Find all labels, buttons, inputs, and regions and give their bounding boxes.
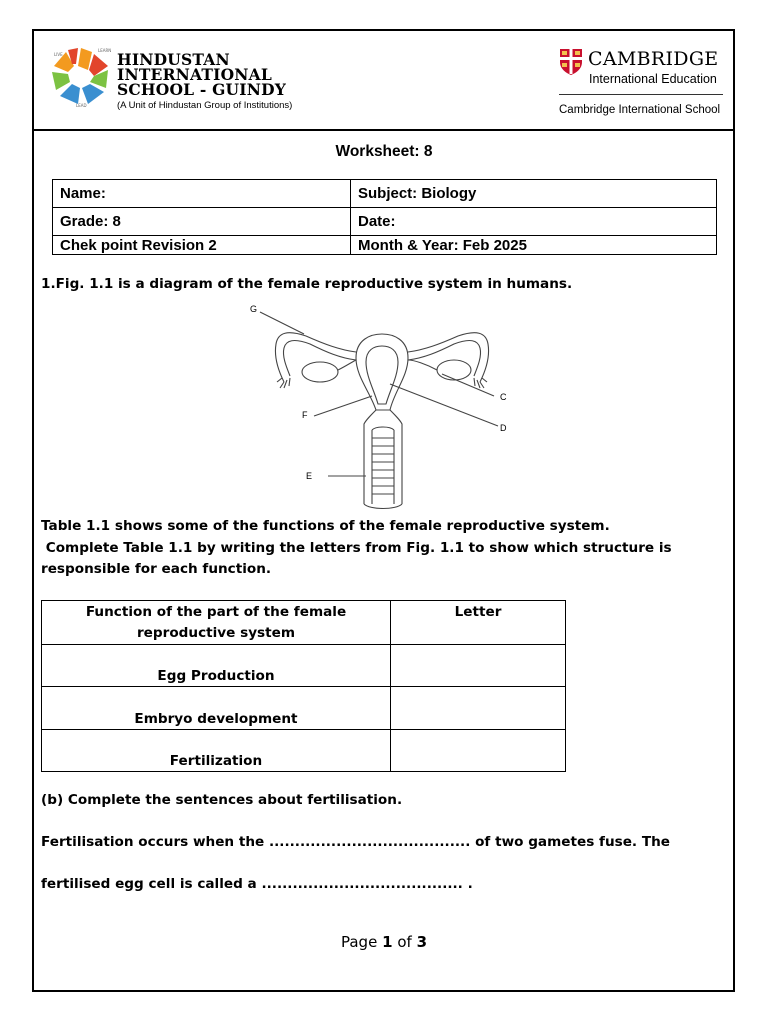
- question-1-intro: 1.Fig. 1.1 is a diagram of the female reproductive system in humans.: [41, 276, 573, 292]
- name-field[interactable]: Name:: [53, 180, 351, 208]
- svg-text:LIVE: LIVE: [54, 52, 63, 57]
- cambridge-crest-icon: [559, 48, 583, 76]
- subject-cell: Subject: Biology: [351, 180, 717, 208]
- letter-answer-cell[interactable]: [391, 645, 566, 687]
- svg-text:LEARN: LEARN: [98, 48, 112, 53]
- fertilisation-sentence-1: Fertilisation occurs when the ....................................... of two gametes fuse. The: [41, 834, 671, 850]
- date-field[interactable]: Date:: [351, 208, 717, 236]
- grade-cell: Grade: 8: [53, 208, 351, 236]
- letter-answer-cell[interactable]: [391, 687, 566, 730]
- page-footer: [0, 933, 768, 951]
- school-name: HINDUSTAN INTERNATIONAL SCHOOL - GUINDY: [117, 50, 286, 99]
- cambridge-name: CAMBRIDGE: [588, 48, 719, 70]
- letter-answer-cell[interactable]: [391, 730, 566, 772]
- function-column-header: Function of the part of the female reproductive system: [42, 601, 391, 645]
- total-pages: 3: [416, 933, 427, 951]
- cambridge-subtitle: International Education: [589, 72, 717, 86]
- worksheet-title: Worksheet: 8: [335, 143, 433, 160]
- revision-cell: Chek point Revision 2: [53, 236, 351, 255]
- student-info-table: [52, 179, 717, 255]
- female-reproductive-system-diagram: [244, 300, 520, 512]
- function-cell: Egg Production: [42, 645, 391, 687]
- month-year-cell: Month & Year: Feb 2025: [351, 236, 717, 255]
- fertilisation-sentence-2: fertilised egg cell is called a ....................................... .: [41, 876, 473, 892]
- of-word: of: [397, 933, 412, 951]
- svg-text:LEAD: LEAD: [76, 103, 87, 108]
- cambridge-school-label: Cambridge International School: [559, 104, 721, 116]
- function-cell: Embryo development: [42, 687, 391, 730]
- label-c: C: [500, 392, 507, 402]
- table-intro: Table 1.1 shows some of the functions of the female reproductive system. Complete Table 1.1 by writing the letters from Fig. 1.1 to show which structure is responsible for each function.: [41, 518, 672, 577]
- school-logo-icon: [48, 44, 114, 108]
- label-e: E: [306, 471, 313, 481]
- label-g: G: [250, 304, 258, 314]
- cambridge-divider: [559, 94, 723, 95]
- label-f: F: [302, 410, 308, 420]
- page-number: 1: [382, 933, 393, 951]
- header-divider: [32, 129, 735, 131]
- page-word: Page: [340, 933, 378, 951]
- letter-column-header: Letter: [391, 601, 566, 645]
- part-b-heading: (b) Complete the sentences about fertilisation.: [41, 792, 403, 808]
- school-subtitle: (A Unit of Hindustan Group of Institutions): [117, 100, 293, 111]
- function-cell: Fertilization: [42, 730, 391, 772]
- label-d: D: [500, 423, 507, 433]
- functions-table: [41, 600, 566, 772]
